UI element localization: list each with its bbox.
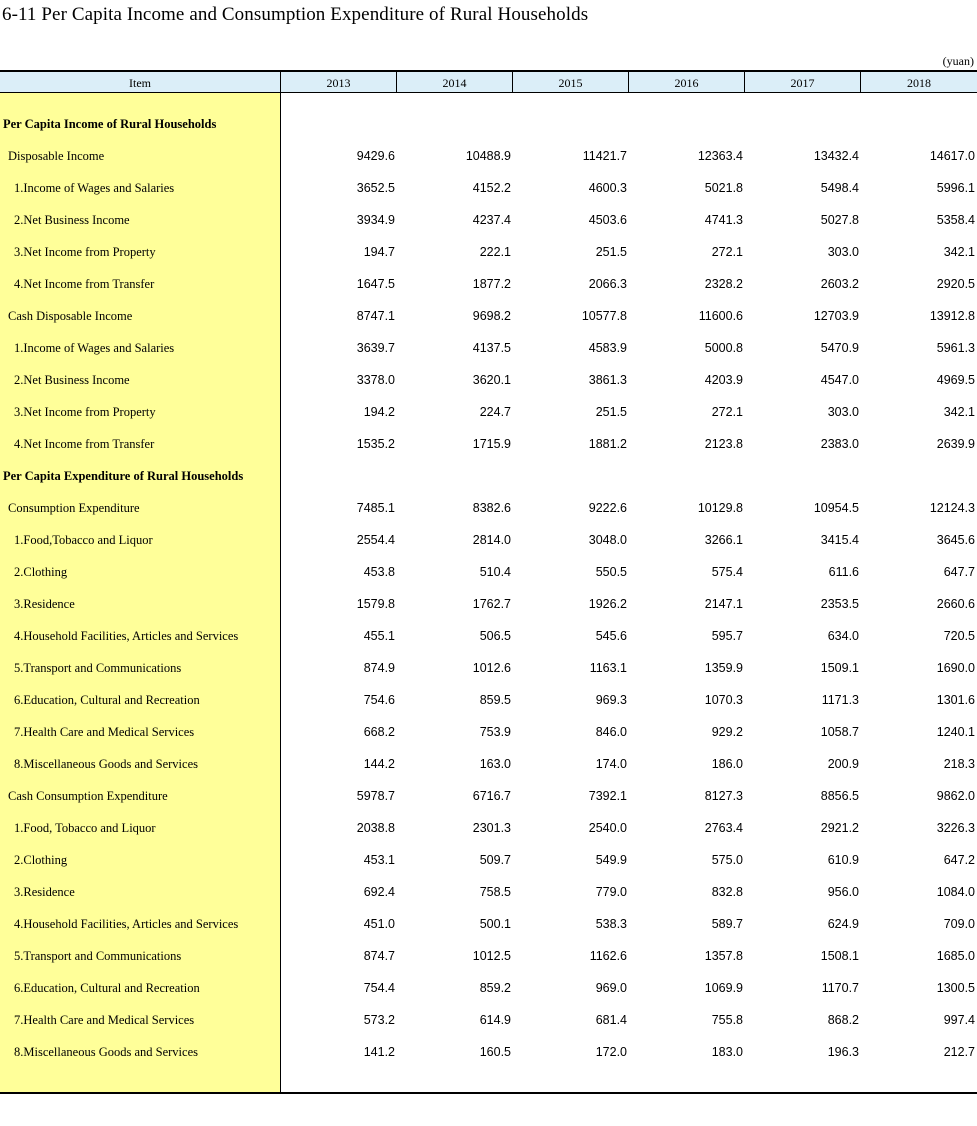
- cell-2013: 3639.7: [356, 341, 395, 355]
- cell-2015: 1162.6: [589, 949, 627, 963]
- row-label: 2.Net Business Income: [14, 373, 130, 387]
- table-row: [0, 140, 977, 172]
- cell-2017: 303.0: [827, 405, 859, 419]
- table-row: [0, 364, 977, 396]
- cell-2018: 5996.1: [936, 181, 975, 195]
- cell-2016: 755.8: [711, 1013, 743, 1027]
- cell-2015: 969.3: [595, 693, 627, 707]
- cell-2015: 3048.0: [588, 533, 627, 547]
- cell-2015: 538.3: [595, 917, 627, 931]
- row-label: 7.Health Care and Medical Services: [14, 1013, 195, 1027]
- table-row: [0, 908, 977, 940]
- cell-2018: 5358.4: [936, 213, 975, 227]
- row-label: 5.Transport and Communications: [14, 661, 182, 675]
- row-label: 8.Miscellaneous Goods and Services: [14, 1045, 198, 1059]
- cell-2013: 9429.6: [356, 149, 395, 163]
- cell-2018: 647.2: [943, 853, 975, 867]
- table-bottom-rule: [0, 1092, 977, 1094]
- cell-2017: 13432.4: [813, 149, 859, 163]
- cell-2018: 13912.8: [929, 309, 975, 323]
- cell-2014: 510.4: [479, 565, 511, 579]
- row-label: 4.Net Income from Transfer: [14, 437, 155, 451]
- row-label: 1.Food,Tobacco and Liquor: [14, 533, 153, 547]
- cell-2017: 8856.5: [820, 789, 859, 803]
- row-label: 4.Household Facilities, Articles and Services: [14, 629, 239, 643]
- cell-2017: 5470.9: [820, 341, 859, 355]
- row-label: 4.Household Facilities, Articles and Services: [14, 917, 239, 931]
- cell-2017: 3415.4: [820, 533, 859, 547]
- cell-2017: 611.6: [828, 565, 859, 579]
- cell-2018: 1300.5: [936, 981, 975, 995]
- cell-2013: 1647.5: [356, 277, 395, 291]
- cell-2018: 3645.6: [936, 533, 975, 547]
- cell-2017: 303.0: [827, 245, 859, 259]
- table-row: [0, 268, 977, 300]
- cell-2018: 709.0: [943, 917, 975, 931]
- cell-2018: 342.1: [943, 405, 975, 419]
- table-row: [0, 652, 977, 684]
- cell-2013: 453.8: [363, 565, 395, 579]
- cell-2014: 2814.0: [472, 533, 511, 547]
- cell-2015: 2540.0: [588, 821, 627, 835]
- cell-2013: 194.7: [363, 245, 395, 259]
- cell-2014: 500.1: [479, 917, 511, 931]
- cell-2017: 624.9: [827, 917, 859, 931]
- cell-2013: 874.7: [363, 949, 395, 963]
- section-heading: Per Capita Expenditure of Rural Households: [3, 469, 244, 483]
- row-label: 1.Food, Tobacco and Liquor: [14, 821, 156, 835]
- table-row: [0, 556, 977, 588]
- cell-2014: 3620.1: [472, 373, 511, 387]
- cell-2013: 2554.4: [356, 533, 395, 547]
- cell-2017: 1170.7: [821, 981, 859, 995]
- cell-2014: 614.9: [479, 1013, 511, 1027]
- cell-2014: 4137.5: [472, 341, 511, 355]
- cell-2013: 3934.9: [356, 213, 395, 227]
- cell-2014: 1877.2: [472, 277, 511, 291]
- cell-2018: 342.1: [943, 245, 975, 259]
- row-label: 2.Net Business Income: [14, 213, 130, 227]
- table-row: [0, 108, 977, 140]
- table-row: [0, 748, 977, 780]
- table-row: [0, 1004, 977, 1036]
- header-year-2016: 2016: [629, 72, 745, 93]
- cell-2013: 754.4: [363, 981, 395, 995]
- cell-2015: 1881.2: [588, 437, 627, 451]
- cell-2018: 1690.0: [936, 661, 975, 675]
- header-item: Item: [0, 72, 281, 93]
- cell-2014: 509.7: [479, 853, 511, 867]
- cell-2016: 2763.4: [704, 821, 743, 835]
- table-row: [0, 524, 977, 556]
- cell-2016: 3266.1: [704, 533, 743, 547]
- table-row: [0, 844, 977, 876]
- row-label: 3.Residence: [14, 597, 75, 611]
- cell-2016: 10129.8: [697, 501, 743, 515]
- cell-2015: 1163.1: [589, 661, 627, 675]
- cell-2017: 1171.3: [821, 693, 859, 707]
- cell-2013: 455.1: [363, 629, 395, 643]
- cell-2014: 222.1: [479, 245, 511, 259]
- row-label: 6.Education, Cultural and Recreation: [14, 693, 200, 707]
- row-label: 2.Clothing: [14, 853, 68, 867]
- cell-2018: 1240.1: [936, 725, 975, 739]
- header-year-2018: 2018: [907, 76, 931, 90]
- cell-2013: 194.2: [363, 405, 395, 419]
- header-year-2013: 2013: [281, 72, 397, 93]
- cell-2014: 4152.2: [472, 181, 511, 195]
- cell-2014: 163.0: [479, 757, 511, 771]
- cell-2015: 550.5: [595, 565, 627, 579]
- cell-2014: 1715.9: [472, 437, 511, 451]
- cell-2014: 9698.2: [472, 309, 511, 323]
- cell-2014: 753.9: [479, 725, 511, 739]
- cell-2015: 172.0: [595, 1045, 627, 1059]
- row-label: 6.Education, Cultural and Recreation: [14, 981, 200, 995]
- cell-2017: 196.3: [827, 1045, 859, 1059]
- row-label: 3.Net Income from Property: [14, 405, 156, 419]
- cell-2013: 5978.7: [356, 789, 395, 803]
- unit-label: (yuan): [942, 54, 974, 68]
- cell-2013: 3652.5: [356, 181, 395, 195]
- cell-2015: 10577.8: [581, 309, 627, 323]
- row-label: Disposable Income: [8, 149, 105, 163]
- cell-2016: 4203.9: [704, 373, 743, 387]
- table-row: [0, 492, 977, 524]
- cell-2013: 573.2: [363, 1013, 395, 1027]
- cell-2016: 1069.9: [704, 981, 743, 995]
- cell-2016: 589.7: [711, 917, 743, 931]
- cell-2013: 874.9: [363, 661, 395, 675]
- table-row: [0, 1036, 977, 1068]
- table-row: [0, 204, 977, 236]
- row-label: Cash Consumption Expenditure: [8, 789, 168, 803]
- table-row: [0, 716, 977, 748]
- table-row: [0, 396, 977, 428]
- header-year-2014: 2014: [397, 72, 513, 93]
- cell-2016: 575.4: [711, 565, 743, 579]
- cell-2016: 595.7: [711, 629, 743, 643]
- table-row: [0, 812, 977, 844]
- cell-2014: 8382.6: [472, 501, 511, 515]
- cell-2015: 545.6: [595, 629, 627, 643]
- cell-2016: 183.0: [711, 1045, 743, 1059]
- cell-2013: 1535.2: [356, 437, 395, 451]
- row-label: 3.Residence: [14, 885, 75, 899]
- cell-2018: 212.7: [943, 1045, 975, 1059]
- table-row: [0, 876, 977, 908]
- row-label: Consumption Expenditure: [8, 501, 140, 515]
- cell-2013: 2038.8: [356, 821, 395, 835]
- row-label: 3.Net Income from Property: [14, 245, 156, 259]
- cell-2018: 5961.3: [936, 341, 975, 355]
- row-label: 7.Health Care and Medical Services: [14, 725, 195, 739]
- table-header: [0, 70, 977, 93]
- cell-2018: 1084.0: [936, 885, 975, 899]
- row-label: 8.Miscellaneous Goods and Services: [14, 757, 198, 771]
- cell-2015: 251.5: [595, 245, 627, 259]
- cell-2017: 610.9: [827, 853, 859, 867]
- cell-2013: 3378.0: [356, 373, 395, 387]
- cell-2014: 1012.6: [472, 661, 511, 675]
- row-label: 1.Income of Wages and Salaries: [14, 341, 175, 355]
- cell-2014: 1012.5: [472, 949, 511, 963]
- cell-2015: 779.0: [595, 885, 627, 899]
- cell-2013: 7485.1: [356, 501, 395, 515]
- cell-2015: 4503.6: [588, 213, 627, 227]
- table-row: [0, 300, 977, 332]
- table-row: [0, 684, 977, 716]
- cell-2016: 2147.1: [704, 597, 743, 611]
- cell-2017: 200.9: [827, 757, 859, 771]
- cell-2015: 4600.3: [588, 181, 627, 195]
- cell-2014: 4237.4: [472, 213, 511, 227]
- cell-2013: 754.6: [363, 693, 395, 707]
- cell-2017: 634.0: [827, 629, 859, 643]
- cell-2016: 929.2: [711, 725, 743, 739]
- cell-2018: 4969.5: [936, 373, 975, 387]
- cell-2014: 6716.7: [472, 789, 511, 803]
- cell-2015: 4583.9: [588, 341, 627, 355]
- table-row: [0, 940, 977, 972]
- cell-2013: 1579.8: [356, 597, 395, 611]
- cell-2014: 506.5: [479, 629, 511, 643]
- row-label: 1.Income of Wages and Salaries: [14, 181, 175, 195]
- cell-2013: 692.4: [363, 885, 395, 899]
- cell-2018: 2660.6: [936, 597, 975, 611]
- cell-2016: 1359.9: [704, 661, 743, 675]
- cell-2015: 11421.7: [582, 149, 627, 163]
- table-row: [0, 780, 977, 812]
- cell-2013: 141.2: [363, 1045, 395, 1059]
- cell-2017: 1508.1: [820, 949, 859, 963]
- cell-2014: 859.2: [479, 981, 511, 995]
- cell-2016: 5000.8: [704, 341, 743, 355]
- cell-2015: 7392.1: [588, 789, 627, 803]
- header-year-2017: 2017: [745, 72, 861, 93]
- cell-2017: 1058.7: [820, 725, 859, 739]
- cell-2014: 1762.7: [472, 597, 511, 611]
- row-label: 5.Transport and Communications: [14, 949, 182, 963]
- table-row: [0, 460, 977, 492]
- cell-2016: 12363.4: [697, 149, 743, 163]
- cell-2013: 8747.1: [356, 309, 395, 323]
- cell-2018: 720.5: [943, 629, 975, 643]
- cell-2015: 846.0: [595, 725, 627, 739]
- cell-2016: 2328.2: [704, 277, 743, 291]
- cell-2017: 12703.9: [813, 309, 859, 323]
- cell-2014: 758.5: [479, 885, 511, 899]
- cell-2015: 174.0: [595, 757, 627, 771]
- cell-2017: 5498.4: [820, 181, 859, 195]
- cell-2018: 1301.6: [936, 693, 975, 707]
- cell-2014: 160.5: [479, 1045, 511, 1059]
- table-row: [0, 172, 977, 204]
- cell-2017: 956.0: [827, 885, 859, 899]
- cell-2014: 224.7: [479, 405, 511, 419]
- cell-2013: 144.2: [363, 757, 395, 771]
- cell-2016: 272.1: [711, 405, 743, 419]
- cell-2013: 668.2: [363, 725, 395, 739]
- table-row: [0, 428, 977, 460]
- cell-2015: 549.9: [595, 853, 627, 867]
- table-row: [0, 972, 977, 1004]
- cell-2014: 2301.3: [472, 821, 511, 835]
- cell-2017: 2383.0: [820, 437, 859, 451]
- cell-2018: 9862.0: [936, 789, 975, 803]
- cell-2016: 4741.3: [704, 213, 743, 227]
- cell-2016: 5021.8: [704, 181, 743, 195]
- cell-2015: 969.0: [595, 981, 627, 995]
- cell-2018: 2639.9: [936, 437, 975, 451]
- cell-2017: 1509.1: [820, 661, 859, 675]
- cell-2017: 2353.5: [820, 597, 859, 611]
- cell-2018: 218.3: [943, 757, 975, 771]
- cell-2016: 272.1: [711, 245, 743, 259]
- cell-2015: 9222.6: [588, 501, 627, 515]
- cell-2018: 3226.3: [936, 821, 975, 835]
- cell-2016: 8127.3: [704, 789, 743, 803]
- cell-2017: 5027.8: [820, 213, 859, 227]
- cell-2017: 2921.2: [820, 821, 859, 835]
- cell-2013: 451.0: [363, 917, 395, 931]
- cell-2016: 1070.3: [704, 693, 743, 707]
- cell-2013: 453.1: [363, 853, 395, 867]
- cell-2016: 2123.8: [704, 437, 743, 451]
- cell-2016: 186.0: [711, 757, 743, 771]
- page-title: 6-11 Per Capita Income and Consumption Expenditure of Rural Households: [2, 4, 589, 25]
- cell-2015: 2066.3: [588, 277, 627, 291]
- cell-2014: 10488.9: [465, 149, 511, 163]
- header-year-2015: 2015: [513, 72, 629, 93]
- table-row: [0, 620, 977, 652]
- cell-2018: 14617.0: [929, 149, 975, 163]
- cell-2015: 1926.2: [588, 597, 627, 611]
- cell-2017: 10954.5: [813, 501, 859, 515]
- cell-2016: 832.8: [711, 885, 743, 899]
- table-row: [0, 236, 977, 268]
- row-label: Cash Disposable Income: [8, 309, 133, 323]
- cell-2015: 251.5: [595, 405, 627, 419]
- cell-2017: 4547.0: [820, 373, 859, 387]
- cell-2017: 2603.2: [820, 277, 859, 291]
- row-label: 2.Clothing: [14, 565, 68, 579]
- section-heading: Per Capita Income of Rural Households: [3, 117, 217, 131]
- row-label: 4.Net Income from Transfer: [14, 277, 155, 291]
- cell-2016: 1357.8: [704, 949, 743, 963]
- cell-2018: 2920.5: [936, 277, 975, 291]
- cell-2018: 997.4: [943, 1013, 975, 1027]
- table-row: [0, 332, 977, 364]
- cell-2016: 11600.6: [698, 309, 743, 323]
- cell-2018: 12124.3: [929, 501, 975, 515]
- cell-2015: 3861.3: [588, 373, 627, 387]
- cell-2018: 1685.0: [936, 949, 975, 963]
- table-row: [0, 588, 977, 620]
- cell-2016: 575.0: [711, 853, 743, 867]
- cell-2018: 647.7: [943, 565, 975, 579]
- cell-2015: 681.4: [595, 1013, 627, 1027]
- cell-2017: 868.2: [827, 1013, 859, 1027]
- cell-2014: 859.5: [479, 693, 511, 707]
